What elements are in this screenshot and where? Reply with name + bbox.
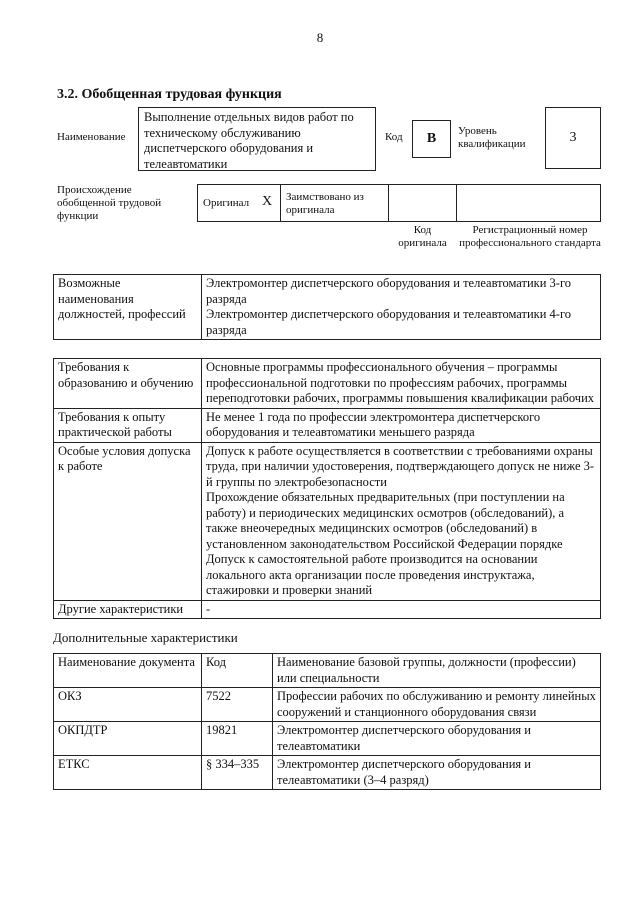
level-label: Уровень квалификации: [458, 125, 526, 150]
req-paragraph: Прохождение обязательных предварительных (при поступлении на работу) и периодических медицинских осмотров (обследований), а также внеочередных медицинских осмотров (обследований) в установленном законодательством Российской Федерации порядке: [206, 490, 565, 551]
positions-label: Возможные наименования должностей, профессий: [54, 275, 202, 340]
function-name-box: [138, 107, 376, 171]
function-name-value: Выполнение отдельных видов работ по техническому обслуживанию диспетчерского оборудования и телеавтоматики: [144, 110, 354, 171]
req-paragraph: Допуск к работе осуществляется в соответствии с требованиями охраны труда, при наличии удостоверения, подтверждающего допуск не ниже 3-й группы по электробезопасности: [206, 443, 595, 489]
original-mark: Х: [262, 194, 273, 209]
header-code: Код: [202, 654, 273, 688]
req-label: Другие характеристики: [54, 600, 202, 619]
req-value: Не менее 1 года по профессии электромонтера диспетчерского оборудования и телеавтоматики меньшего разряда: [202, 408, 601, 442]
level-value-box: [545, 107, 601, 169]
cell-doc: ОКЗ: [54, 688, 202, 722]
cell-code: § 334–335: [202, 756, 273, 790]
cell-code: 7522: [202, 688, 273, 722]
positions-values: [202, 275, 601, 340]
req-label: Требования к образованию и обучению: [54, 359, 202, 409]
page-number: 8: [316, 30, 324, 45]
positions-table: [53, 274, 601, 340]
table-row: [54, 722, 601, 756]
header-doc: Наименование документа: [54, 654, 202, 688]
code-value: В: [426, 131, 437, 146]
cell-name: Электромонтер диспетчерского оборудования и телеавтоматики (3–4 разряд): [273, 756, 601, 790]
additional-title: Дополнительные характеристики: [53, 630, 238, 645]
origin-code-caption: Код оригинала: [398, 224, 447, 249]
cell-doc: ЕТКС: [54, 756, 202, 790]
cell-name: Профессии рабочих по обслуживанию и ремонту линейных сооружений и станционного оборудования связи: [273, 688, 601, 722]
original-label: Оригинал: [203, 197, 250, 209]
req-value: Основные программы профессионального обучения – программы профессиональной подготовки по профессиям рабочих, программы переподготовки рабочих, программы повышения квалификации рабочих: [202, 359, 601, 409]
borrowed-label: Заимствовано из оригинала: [286, 191, 364, 216]
requirements-table: [53, 358, 601, 619]
code-value-box: [412, 120, 451, 158]
table-row: [54, 408, 601, 442]
header-name: Наименование базовой группы, должности (профессии) или специальности: [273, 654, 601, 688]
req-paragraph: Допуск к самостоятельной работе производится на основании локального акта организации после проведения инструктажа, стажировки и проверки знаний: [206, 552, 538, 597]
name-label: Наименование: [57, 131, 126, 143]
req-label: Особые условия допуска к работе: [54, 442, 202, 600]
table-row: [54, 359, 601, 409]
req-value: -: [202, 600, 601, 619]
origin-label: Происхождение обобщенной трудовой функции: [57, 184, 162, 222]
level-value: 3: [569, 130, 577, 145]
cell-name: Электромонтер диспетчерского оборудования и телеавтоматики: [273, 722, 601, 756]
reg-number-caption: Регистрационный номер профессионального стандарта: [459, 224, 601, 249]
cell-code: 19821: [202, 722, 273, 756]
position-item: Электромонтер диспетчерского оборудования и телеавтоматики 4-го разряда: [206, 307, 572, 337]
position-item: Электромонтер диспетчерского оборудования и телеавтоматики 3-го разряда: [206, 276, 572, 306]
table-row: [54, 600, 601, 619]
cell-doc: ОКПДТР: [54, 722, 202, 756]
table-row: [54, 756, 601, 790]
section-title: 3.2. Обобщенная трудовая функция: [57, 87, 282, 102]
table-header-row: [54, 654, 601, 688]
code-label: Код: [385, 131, 403, 143]
table-row: [54, 688, 601, 722]
additional-table: [53, 653, 601, 790]
req-value: [202, 442, 601, 600]
table-row: [54, 442, 601, 600]
origin-row: [197, 184, 601, 222]
req-label: Требования к опыту практической работы: [54, 408, 202, 442]
